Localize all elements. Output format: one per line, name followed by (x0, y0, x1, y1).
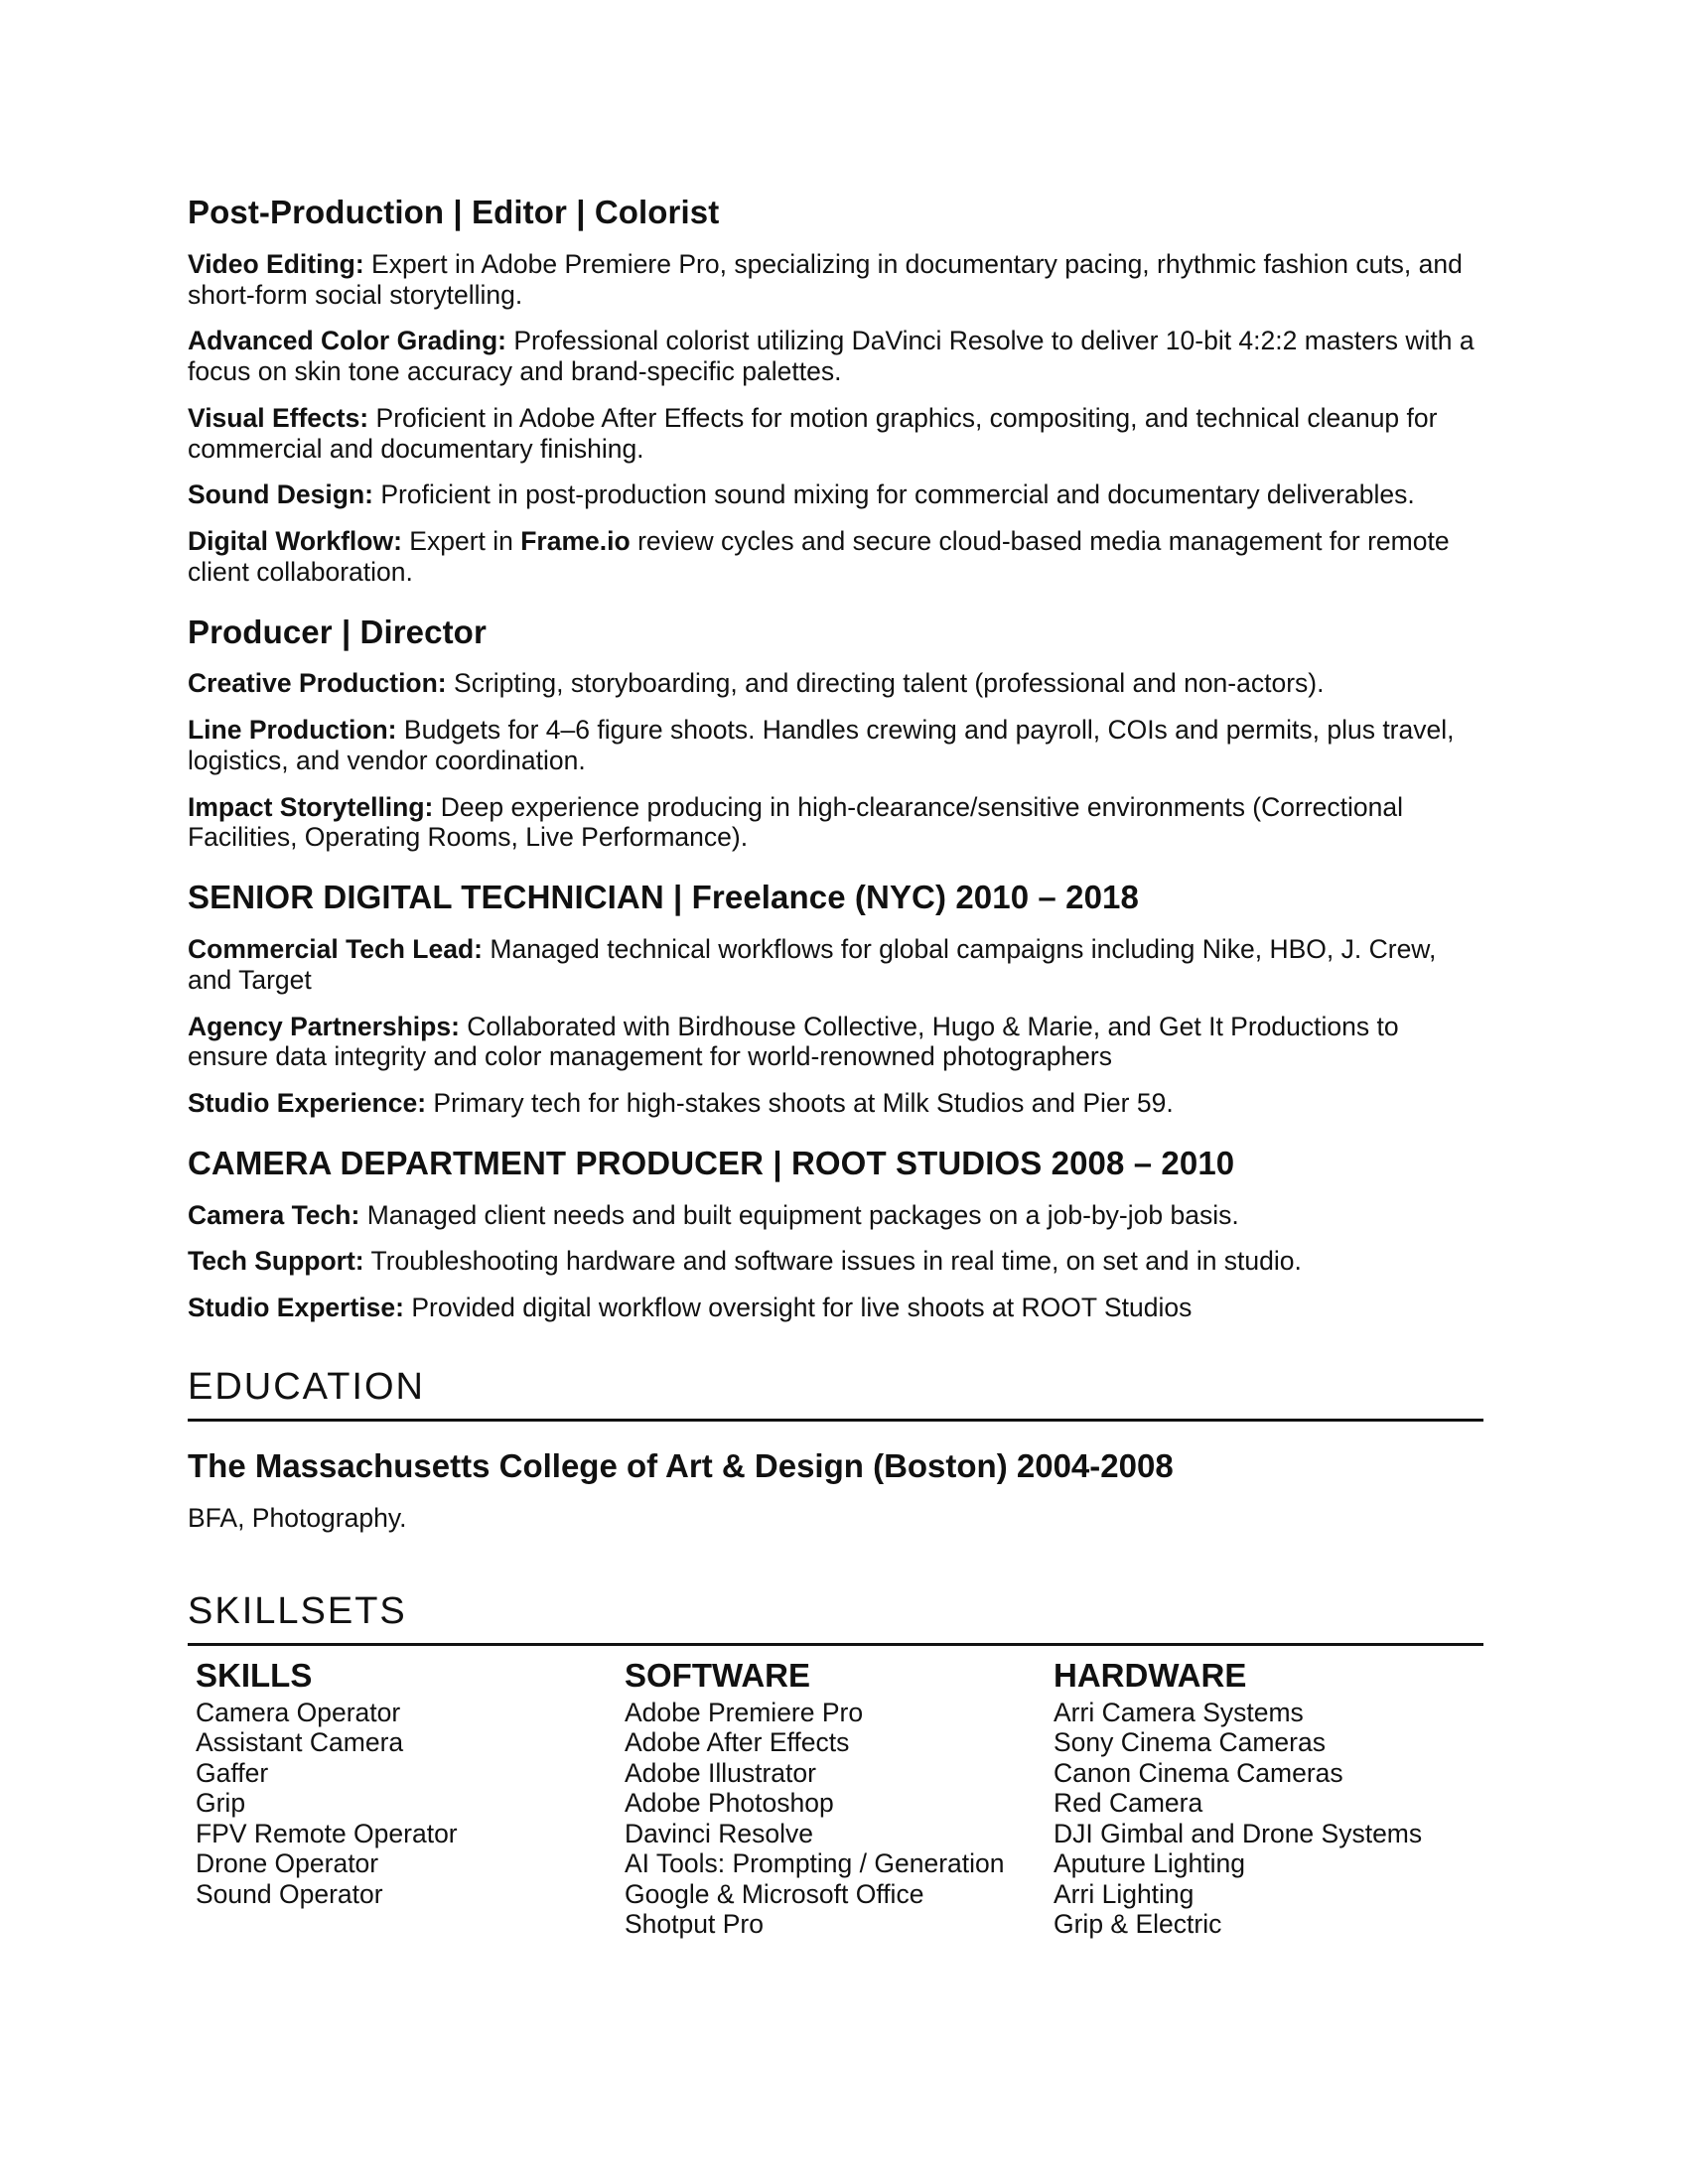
entry-text: Deep experience producing in high-clearance/sensitive environments (Correctional Facilities, Operating Rooms, Live Performance). (188, 791, 1403, 853)
entry-tech-support (188, 1246, 1483, 1277)
entry-label: Line Production: (188, 715, 397, 746)
column-title: SOFTWARE (625, 1656, 810, 1694)
entry-text: Managed technical workflows for global campaigns including Nike, HBO, J. Crew, and Target (188, 934, 1437, 995)
list-item: Adobe Premiere Pro (625, 1697, 864, 1727)
entry-label: Sound Design: (188, 479, 373, 510)
list-item: Adobe Photoshop (625, 1788, 834, 1819)
entry-text: Scripting, storyboarding, and directing talent (professional and non-actors). (454, 668, 1325, 699)
entry-impact-storytelling (188, 792, 1483, 853)
entry-video-editing (188, 249, 1483, 310)
section-camera-department-producer (188, 1145, 1483, 1323)
list-item: Camera Operator (196, 1697, 401, 1727)
section-title: SENIOR DIGITAL TECHNICIAN | Freelance (NYC) 2010 – 2018 (188, 879, 1139, 916)
list-item: Grip (196, 1788, 246, 1819)
skills-column (196, 1658, 625, 1940)
entry-label: Video Editing: (188, 248, 364, 279)
entry-text: Provided digital workflow oversight for live shoots at ROOT Studios (411, 1293, 1193, 1323)
entry-text: Expert in (409, 526, 513, 557)
education-degree: BFA, Photography. (188, 1502, 407, 1533)
entry-text: Proficient in post-production sound mixing for commercial and documentary deliverables. (380, 479, 1415, 510)
list-item: Grip & Electric (1054, 1909, 1222, 1940)
entry-studio-expertise (188, 1293, 1483, 1323)
list-item: Aputure Lighting (1054, 1848, 1246, 1879)
entry-text-bold: Frame.io (520, 526, 631, 557)
entry-text: Professional colorist utilizing DaVinci Resolve to deliver 10-bit 4:2:2 masters with a focus on skin tone accuracy and brand-specific palettes. (188, 326, 1475, 387)
entry-label: Agency Partnerships: (188, 1011, 460, 1041)
hardware-column (1054, 1658, 1482, 1940)
divider (188, 1643, 1483, 1646)
education-heading: EDUCATION (188, 1365, 425, 1408)
list-item: AI Tools: Prompting / Generation (625, 1848, 1005, 1879)
entry-text: Proficient in Adobe After Effects for motion graphics, compositing, and technical cleanup for commercial and documentary finishing. (188, 402, 1438, 464)
skillsets-heading: SKILLSETS (188, 1589, 407, 1632)
entry-text: Troubleshooting hardware and software issues in real time, on set and in studio. (370, 1246, 1302, 1277)
software-column (625, 1658, 1054, 1940)
entry-visual-effects (188, 403, 1483, 464)
entry-label: Impact Storytelling: (188, 791, 434, 822)
skillsets-section (188, 1591, 1483, 1940)
entry-label: Creative Production: (188, 668, 447, 699)
entry-camera-tech (188, 1200, 1483, 1231)
entry-label: Tech Support: (188, 1246, 364, 1277)
list-item: Gaffer (196, 1757, 269, 1788)
list-item: Red Camera (1054, 1788, 1203, 1819)
entry-commercial-tech-lead (188, 934, 1483, 995)
list-item: Adobe Illustrator (625, 1757, 816, 1788)
entry-studio-experience (188, 1088, 1483, 1119)
section-title: CAMERA DEPARTMENT PRODUCER | ROOT STUDIOS 2008 – 2010 (188, 1144, 1235, 1181)
resume-page (188, 194, 1483, 1940)
entry-digital-workflow (188, 526, 1483, 587)
section-producer-director (188, 614, 1483, 854)
list-item: DJI Gimbal and Drone Systems (1054, 1818, 1423, 1848)
entry-creative-production (188, 668, 1483, 699)
entry-label: Visual Effects: (188, 402, 369, 433)
entry-label: Commercial Tech Lead: (188, 934, 483, 965)
list-item: Sony Cinema Cameras (1054, 1727, 1326, 1758)
list-item: FPV Remote Operator (196, 1818, 458, 1848)
list-item: Shotput Pro (625, 1909, 764, 1940)
section-senior-digital-technician (188, 879, 1483, 1119)
list-item: Canon Cinema Cameras (1054, 1757, 1343, 1788)
entry-text: Collaborated with Birdhouse Collective, Hugo & Marie, and Get It Productions to ensure data integrity and color management for world-renowned photographers (188, 1011, 1399, 1072)
list-item: Arri Camera Systems (1054, 1697, 1304, 1727)
column-title: SKILLS (196, 1656, 313, 1694)
entry-label: Studio Experience: (188, 1088, 427, 1119)
section-post-production (188, 194, 1483, 588)
entry-label: Camera Tech: (188, 1199, 360, 1230)
entry-agency-partnerships (188, 1012, 1483, 1072)
list-item: Google & Microsoft Office (625, 1878, 924, 1909)
education-school: The Massachusetts College of Art & Design (Boston) 2004-2008 (188, 1446, 1174, 1484)
entry-line-production (188, 715, 1483, 775)
entry-label: Advanced Color Grading: (188, 326, 506, 356)
list-item: Arri Lighting (1054, 1878, 1195, 1909)
divider (188, 1419, 1483, 1422)
entry-sound-design (188, 479, 1483, 510)
column-title: HARDWARE (1054, 1656, 1247, 1694)
skillsets-columns (188, 1658, 1483, 1940)
list-item: Davinci Resolve (625, 1818, 813, 1848)
section-title: Producer | Director (188, 613, 487, 650)
list-item: Sound Operator (196, 1878, 383, 1909)
education-section (188, 1367, 1483, 1534)
entry-text: Managed client needs and built equipment packages on a job-by-job basis. (366, 1199, 1239, 1230)
entry-text: Primary tech for high-stakes shoots at Milk Studios and Pier 59. (433, 1088, 1174, 1119)
list-item: Assistant Camera (196, 1727, 404, 1758)
entry-color-grading (188, 326, 1483, 386)
section-title: Post-Production | Editor | Colorist (188, 194, 720, 230)
list-item: Adobe After Effects (625, 1727, 850, 1758)
list-item: Drone Operator (196, 1848, 379, 1879)
entry-label: Digital Workflow: (188, 526, 402, 557)
entry-text: Expert in Adobe Premiere Pro, specializing in documentary pacing, rhythmic fashion cuts, and short-form social storytelling. (188, 248, 1463, 310)
entry-label: Studio Expertise: (188, 1293, 404, 1323)
entry-text: Budgets for 4–6 figure shoots. Handles crewing and payroll, COIs and permits, plus travel, logistics, and vendor coordination. (188, 715, 1455, 775)
entry-text: review cycles and secure cloud-based media management for remote client collaboration. (188, 526, 1450, 587)
